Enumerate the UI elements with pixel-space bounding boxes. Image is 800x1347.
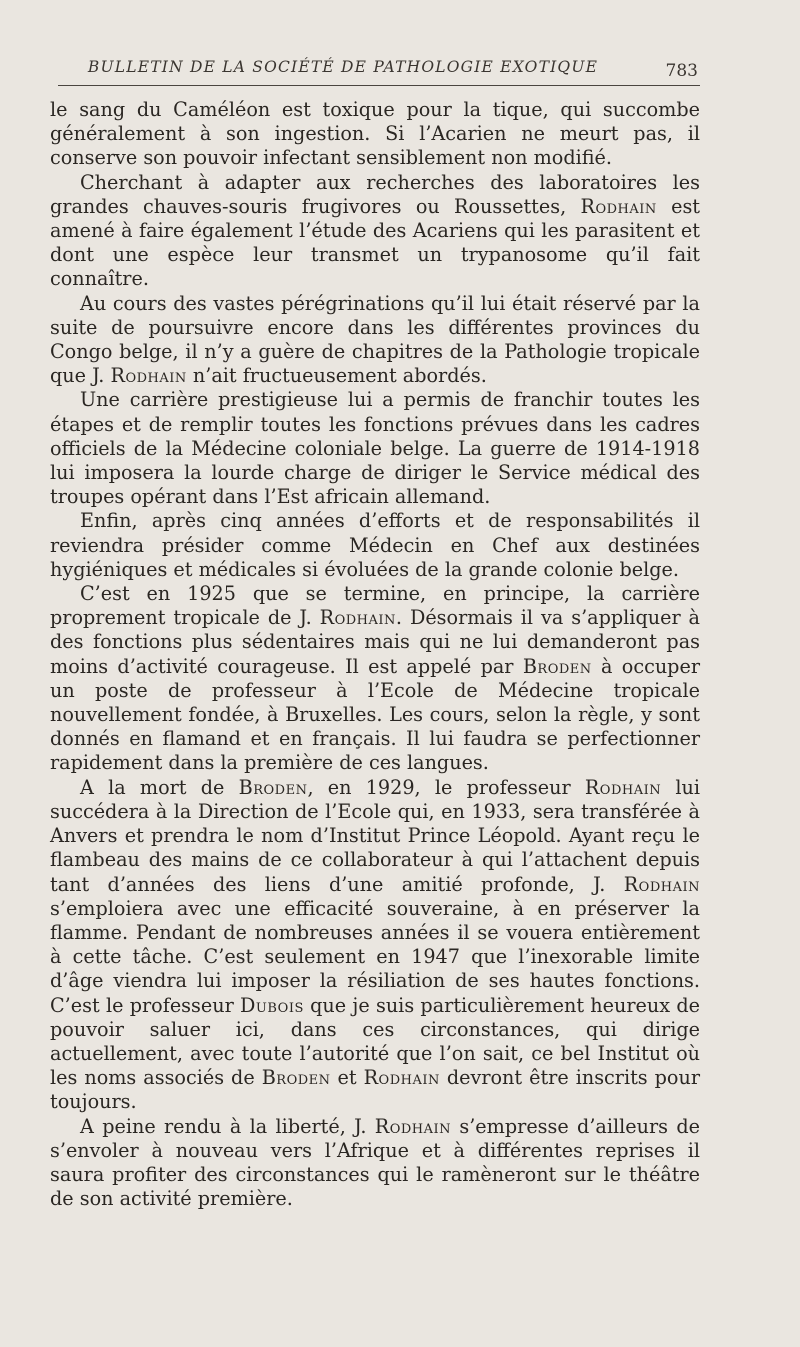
body-text xyxy=(50,98,700,1211)
paragraph-8: A peine rendu à la liberté, J. Rodhain s’empresse d’ailleurs de s’envoler à nouveau vers l’Afrique et à différentes reprises il saura profiter des circonstances qui le ramèneront sur le théâtre de son activité première. xyxy=(50,1114,700,1211)
name-rodhain: Rodhain xyxy=(110,364,187,388)
name-dubois: Dubois xyxy=(240,993,304,1017)
paragraph-7: A la mort de Broden, en 1929, le professeur Rodhain lui succédera à la Direction de l’Ecole qui, en 1933, sera transférée à Anvers et prendra le nom d’Institut Prince Léopold. Ayant reçu le flambeau des mains de ce collaborateur à qui l’attachent depuis tant d’années des liens d’une amitié profonde, J. Rodhain s’emploiera avec une efficacité souveraine, à en préserver la flamme. Pendant de nombreuses années il se vouera entièrement à cette tâche. C’est seulement en 1947 que l’inexorable limite d’âge viendra lui imposer la résiliation de ses hautes fonctions. C’est le professeur Dubois que je suis particulièrement heureux de pouvoir saluer ici, dans ces circonstances, qui dirige actuellement, avec toute l’autorité que l’on sait, ce bel Institut où les noms associés de Broden et Rodhain devront être inscrits pour toujours. xyxy=(50,775,701,1114)
paragraph-1: le sang du Caméléon est toxique pour la tique, qui succombe généralement à son ingestion. Si l’Acarien ne meurt pas, il conserve son pouvoir infectant sensiblement non modifié. xyxy=(50,98,700,170)
name-rodhain: Rodhain xyxy=(584,775,662,799)
name-broden: Broden xyxy=(522,654,592,678)
running-title: BULLETIN DE LA SOCIÉTÉ DE PATHOLOGIE EXOTIQUE xyxy=(87,58,599,76)
paragraph-3: Au cours des vastes pérégrinations qu’il lui était réservé par la suite de poursuivre encore dans les différentes provinces du Congo belge, il n’y a guère de chapitres de la Pathologie tropicale que J. Rodhain n’ait fructueusement abordés. xyxy=(50,291,700,388)
name-broden: Broden xyxy=(238,775,308,799)
name-rodhain: Rodhain xyxy=(319,606,396,630)
name-rodhain: Rodhain xyxy=(580,194,657,218)
name-rodhain: Rodhain xyxy=(623,872,700,896)
paragraph-2: Cherchant à adapter aux recherches des laboratoires les grandes chauves-souris frugivores ou Roussettes, Rodhain est amené à faire également l’étude des Acariens qui les parasitent et dont une espèce leur transmet un trypanosome qu’il fait connaître. xyxy=(50,170,701,291)
running-head xyxy=(58,58,698,82)
paragraph-5: Enfin, après cinq années d’efforts et de responsabilités il reviendra présider comme Médecin en Chef aux destinées hygiéniques et médicales si évoluées de la grande colonie belge. xyxy=(50,509,700,581)
page-number: 783 xyxy=(665,61,698,81)
header-rule xyxy=(58,85,700,86)
name-broden: Broden xyxy=(261,1066,331,1090)
paragraph-6: C’est en 1925 que se termine, en principe, la carrière proprement tropicale de J. Rodhain. Désormais il va s’appliquer à des fonctions plus sédentaires mais qui ne lui demanderont pas moins d’activité courageuse. Il est appelé par Broden à occuper un poste de professeur à l’Ecole de Médecine tropicale nouvellement fondée, à Bruxelles. Les cours, selon la règle, y sont donnés en flamand et en français. Il lui faudra se perfectionner rapidement dans la première de ces langues. xyxy=(50,582,700,775)
name-rodhain: Rodhain xyxy=(363,1066,440,1090)
paragraph-4: Une carrière prestigieuse lui a permis de franchir toutes les étapes et de remplir toutes les fonctions prévues dans les cadres officiels de la Médecine coloniale belge. La guerre de 1914-1918 lui imposera la lourde charge de diriger le Service médical des troupes opérant dans l’Est africain allemand. xyxy=(50,388,700,509)
name-rodhain: Rodhain xyxy=(374,1114,452,1138)
